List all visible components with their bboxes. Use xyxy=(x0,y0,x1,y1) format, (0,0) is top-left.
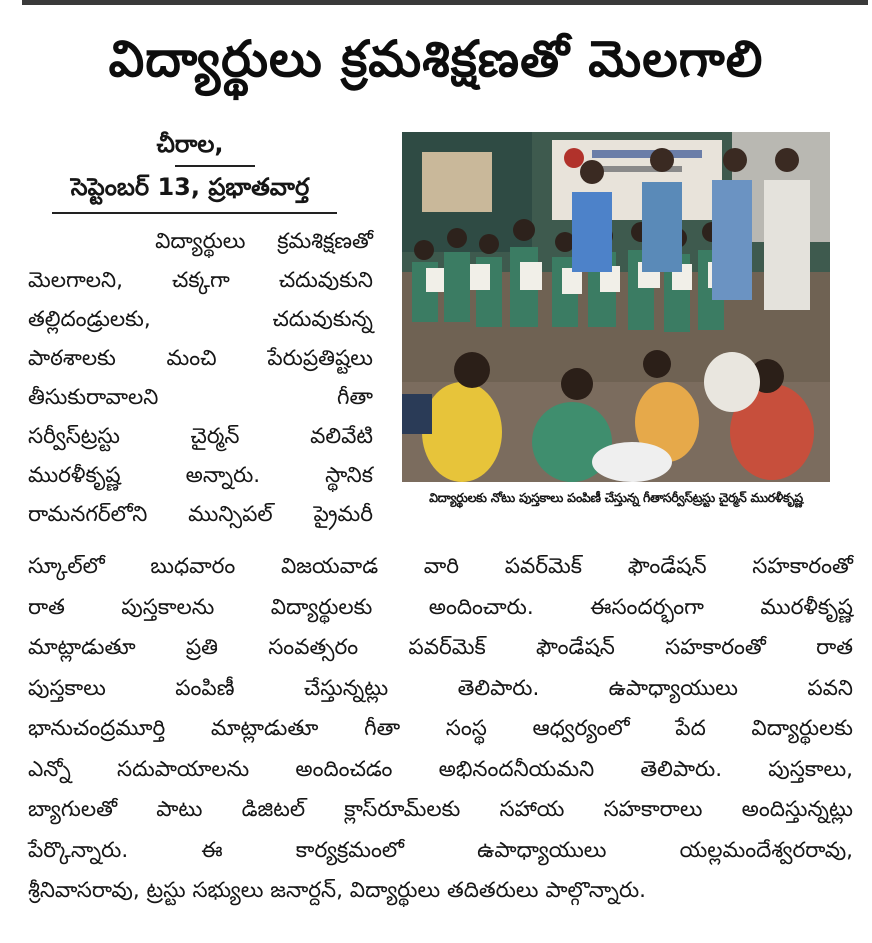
article-line: పాఠశాలకు మంచి పేరుప్రతిష్టలు xyxy=(28,346,373,371)
article-line: శ్రీనివాసరావు, ట్రస్టు సభ్యులు జనార్దన్, విద్యార్థులు తదితరులు పాల్గొన్నారు. xyxy=(28,878,647,903)
dateline-rule xyxy=(52,212,337,214)
top-rule xyxy=(22,0,868,5)
article-line: మాట్లాడుతూ ప్రతి సంవత్సరం పవర్‌మెక్ ఫౌండేషన్ సహకారంతో రాత xyxy=(28,635,853,660)
dateline-place: చీరాల, xyxy=(156,130,224,158)
article-line: పేర్కొన్నారు. ఈ కార్యక్రమంలో ఉపాధ్యాయులు యల్లమందేశ్వరరావు, xyxy=(28,837,853,863)
article-line: విద్యార్థులు క్రమశిక్షణతో xyxy=(28,229,373,254)
article-line: బ్యాగులతో పాటు డిజిటల్ క్లాస్‌రూమ్‌లకు సహాయ సహకారాలు అందిస్తున్నట్లు xyxy=(28,797,853,822)
dateline-date: సెప్టెంబర్ 13, ప్రభాతవార్త xyxy=(70,173,310,201)
news-photo xyxy=(402,132,830,482)
article-body-wide xyxy=(28,547,853,912)
article-body-column xyxy=(28,222,373,534)
article-line: తీసుకురావాలని గీతా xyxy=(28,385,373,410)
article-line: తల్లిదండ్రులకు, చదువుకున్న xyxy=(28,307,373,332)
article-line: భానుచంద్రమూర్తి మాట్లాడుతూ గీతా సంస్థ ఆధ్వర్యంలో పేద విద్యార్థులకు xyxy=(28,716,853,741)
headline: విద్యార్థులు క్రమశిక్షణతో మెలగాలి xyxy=(108,30,764,88)
news-photo-block xyxy=(402,132,830,520)
article-line: మురళీకృష్ణ అన్నారు. స్థానిక xyxy=(28,463,373,488)
article-line: స్కూల్‌లో బుధవారం విజయవాడ వారి పవర్‌మెక్ ఫౌండేషన్ సహకారంతో xyxy=(28,554,853,579)
article-line: మెలగాలని, చక్కగా చదువుకుని xyxy=(28,268,373,293)
dateline-rule xyxy=(175,165,255,167)
article-line: రామనగర్‌లోని మున్సిపల్ ప్రైమరీ xyxy=(28,502,373,527)
article-line: ఎన్నో సదుపాయాలను అందించడం అభినందనీయమని తెలిపారు. పుస్తకాలు, xyxy=(28,756,853,782)
photo-caption: విద్యార్థులకు నోటు పుస్తకాలు పంపిణీ చేస్తున్న గీతాసర్వీస్‌ట్రస్టు చైర్మన్ మురళీకృష్ణ xyxy=(429,490,803,505)
article-line: పుస్తకాలు పంపిణీ చేస్తున్నట్లు తెలిపారు. ఉపాధ్యాయులు పవని xyxy=(28,675,853,701)
article-line: సర్వీస్‌ట్రస్టు చైర్మన్ వలివేటి xyxy=(28,424,373,449)
article-line: రాత పుస్తకాలను విద్యార్థులకు అందించారు. ఈసందర్భంగా మురళీకృష్ణ xyxy=(28,594,853,620)
